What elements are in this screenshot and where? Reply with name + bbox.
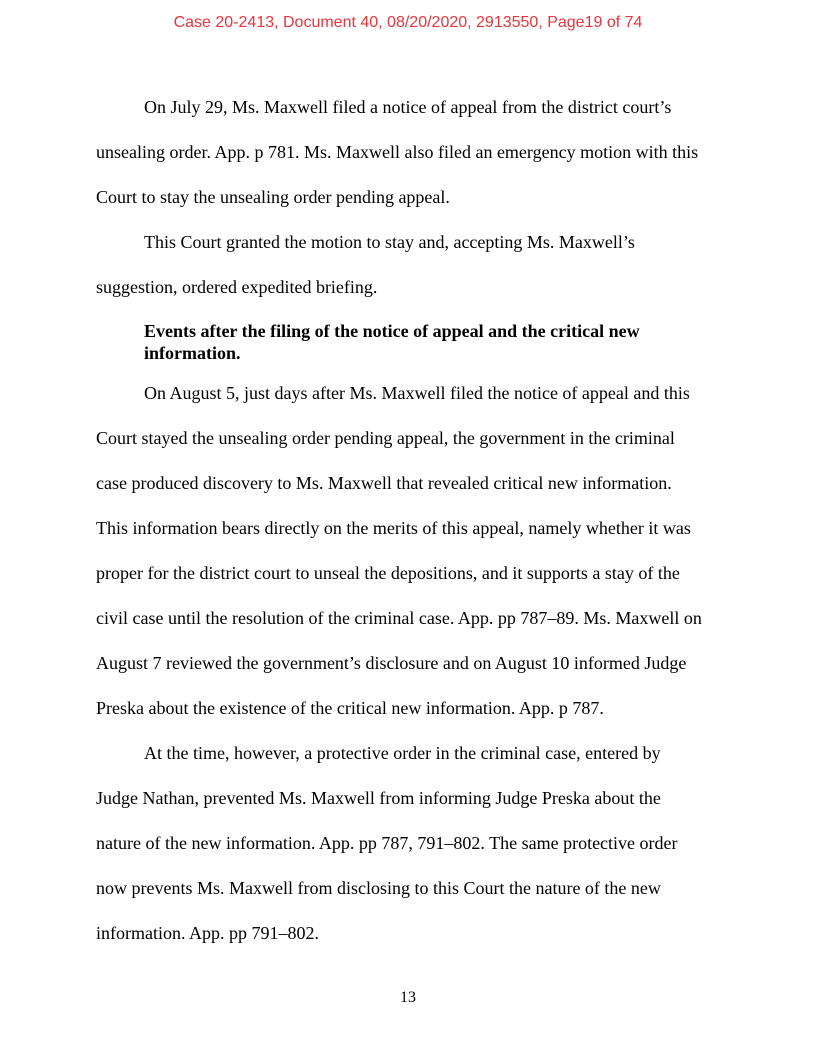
paragraph-1-line-3: Court to stay the unsealing order pending appeal. — [96, 187, 450, 207]
paragraph-4-line-1: At the time, however, a protective order in the criminal case, entered by — [144, 743, 661, 763]
paragraph-3-line-7: August 7 reviewed the government’s disclosure and on August 10 informed Judge — [96, 653, 687, 673]
paragraph-1-line-2: unsealing order. App. p 781. Ms. Maxwell also filed an emergency motion with this — [96, 142, 699, 162]
paragraph-4-line-5: information. App. pp 791–802. — [96, 923, 319, 943]
paragraph-3-line-6: civil case until the resolution of the criminal case. App. pp 787–89. Ms. Maxwell on — [96, 608, 702, 628]
paragraph-4-line-4: now prevents Ms. Maxwell from disclosing to this Court the nature of the new — [96, 878, 661, 898]
paragraph-4-line-2: Judge Nathan, prevented Ms. Maxwell from informing Judge Preska about the — [96, 788, 661, 808]
paragraph-2-line-2: suggestion, ordered expedited briefing. — [96, 277, 378, 297]
paragraph-3-line-1: On August 5, just days after Ms. Maxwell filed the notice of appeal and this — [144, 383, 690, 403]
paragraph-3-line-8: Preska about the existence of the critical new information. App. p 787. — [96, 698, 604, 718]
paragraph-4-line-3: nature of the new information. App. pp 787, 791–802. The same protective order — [96, 833, 678, 853]
section-heading-line-1: Events after the filing of the notice of appeal and the critical new — [144, 321, 640, 341]
paragraph-2-line-1: This Court granted the motion to stay and, accepting Ms. Maxwell’s — [144, 232, 635, 252]
page-number: 13 — [400, 989, 416, 1006]
section-heading-line-2: information. — [144, 343, 241, 363]
paragraph-3-line-5: proper for the district court to unseal the depositions, and it supports a stay of the — [96, 563, 680, 583]
case-header: Case 20-2413, Document 40, 08/20/2020, 2913550, Page19 of 74 — [173, 14, 643, 31]
paragraph-3-line-4: This information bears directly on the merits of this appeal, namely whether it was — [96, 518, 691, 538]
paragraph-3-line-3: case produced discovery to Ms. Maxwell that revealed critical new information. — [96, 473, 672, 493]
paragraph-3-line-2: Court stayed the unsealing order pending appeal, the government in the criminal — [96, 428, 675, 448]
paragraph-1-line-1: On July 29, Ms. Maxwell filed a notice of appeal from the district court’s — [144, 97, 672, 117]
